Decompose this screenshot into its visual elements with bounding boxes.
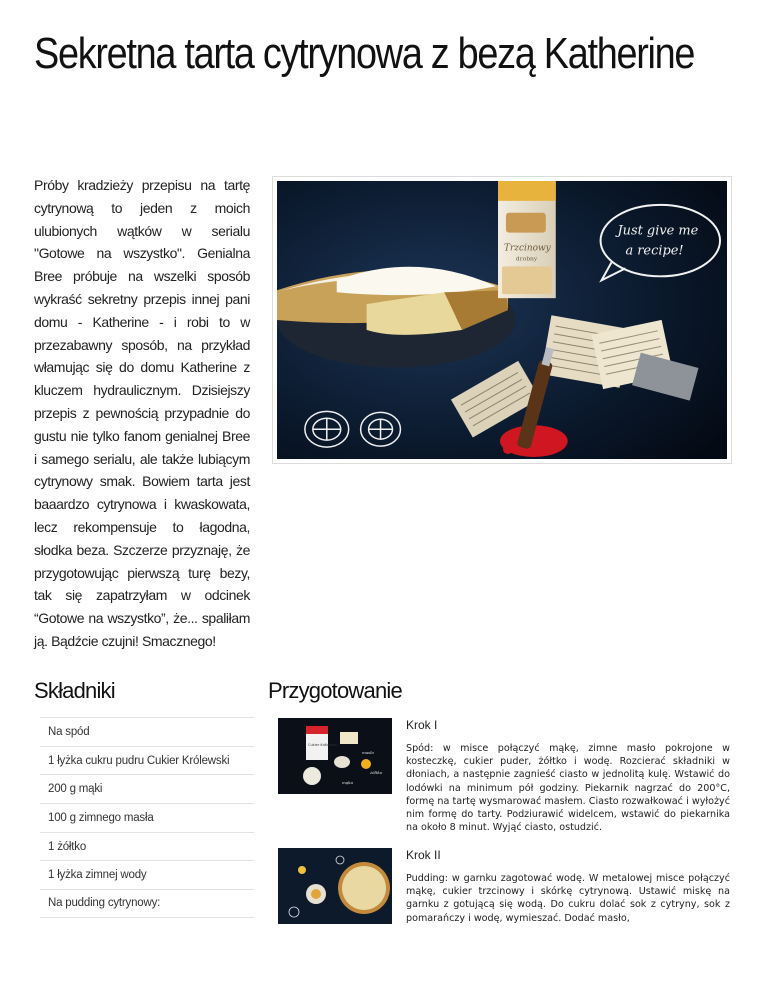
step-2-label: Krok II [406,848,441,862]
list-item: 1 żółtko [40,832,254,861]
list-item: Na pudding cytrynowy: [40,889,254,918]
step-1-photo-brand: Cukier Królewski [308,743,337,747]
list-item: 100 g zimnego masła [40,803,254,832]
hero-photo [272,176,732,464]
step-1-label: Krok I [406,718,438,732]
page-title: Sekretna tarta cytrynowa z bezą Katherine [34,29,695,78]
step-1-text: Spód: w misce połączyć mąkę, zimne masło pokrojone w kosteczkę, cukier puder, żółtko i wodę. Rozcierać składniki w dłoniach, a następnie zagnieść ciasto w jednolitą kulę. Wstawić do lodówki na minimum pół godziny. Piekarnik nagrzać do 200°C, formę na tartę wysmarować masłem. Ciasto rozwałkować i wyłożyć nim formę do tarty. Podziurawić widelcem, wstawić do piekarnika na około 8 minut. Wyjąć ciasto, ostudzić. [406,743,730,834]
intro-text: Próby kradzieży przepisu na tartę cytrynową to jeden z moich ulubionych wątków w serialu "Gotowe na wszystko". Genialna Bree próbuje na wszelki sposób wykraść sekretny przepis innej pani domu - Katherine - i robi to w przezabawny sposób, na przykład włamując się do domu Katherine z kluczem hydraulicznym. Dzisiejszy przepis z pewnością przypadnie do gustu nie tylko fanom genialnej Bree i samego serialu, ale także lubiącym cytrynowy smak. Bowiem tarta jest baaardzo cytrynowa i kwaskowata, lecz rekompensuje to łagodna, słodka beza. Szczerze przyznaję, że przygotowując pierwszą turę bezy, tak się zapatrzyłam w odcinek “Gotowe na wszystko”, że... spaliłam ją. Bądźcie czujni! Smacznego! [34,177,250,649]
ingredients-heading: Składniki [34,678,115,703]
step-1 [278,718,732,838]
speech-bubble-text: Just give me a recipe! [617,223,699,259]
list-item: 1 łyżka zimnej wody [40,860,254,889]
list-item: Na spód [40,717,254,746]
list-item: 1 łyżka cukru pudru Cukier Królewski [40,746,254,775]
step-1-photo [278,718,392,794]
list-item: 200 g mąki [40,774,254,803]
step-1-photo-caption: żółtko [370,770,383,775]
ingredients-list [40,717,254,918]
preparation-heading: Przygotowanie [268,678,402,703]
step-2 [278,848,732,948]
step-2-photo [278,848,392,924]
box-label: Trzcinowy [503,243,551,254]
step-1-photo-caption: mąka [342,780,353,785]
box-sublabel: drobny [515,255,538,263]
step-1-photo-caption: masło [362,750,374,755]
step-2-text: Pudding: w garnku zagotować wodę. W metalowej misce połączyć mąkę, cukier trzcinowy i skórkę cytrynową. Ustawić miskę na garnku z gotującą się wodą. Do cukru dolać sok z cytryny, sok z pomarańczy i wodę, wymieszać. Dodać masło, [406,873,730,924]
